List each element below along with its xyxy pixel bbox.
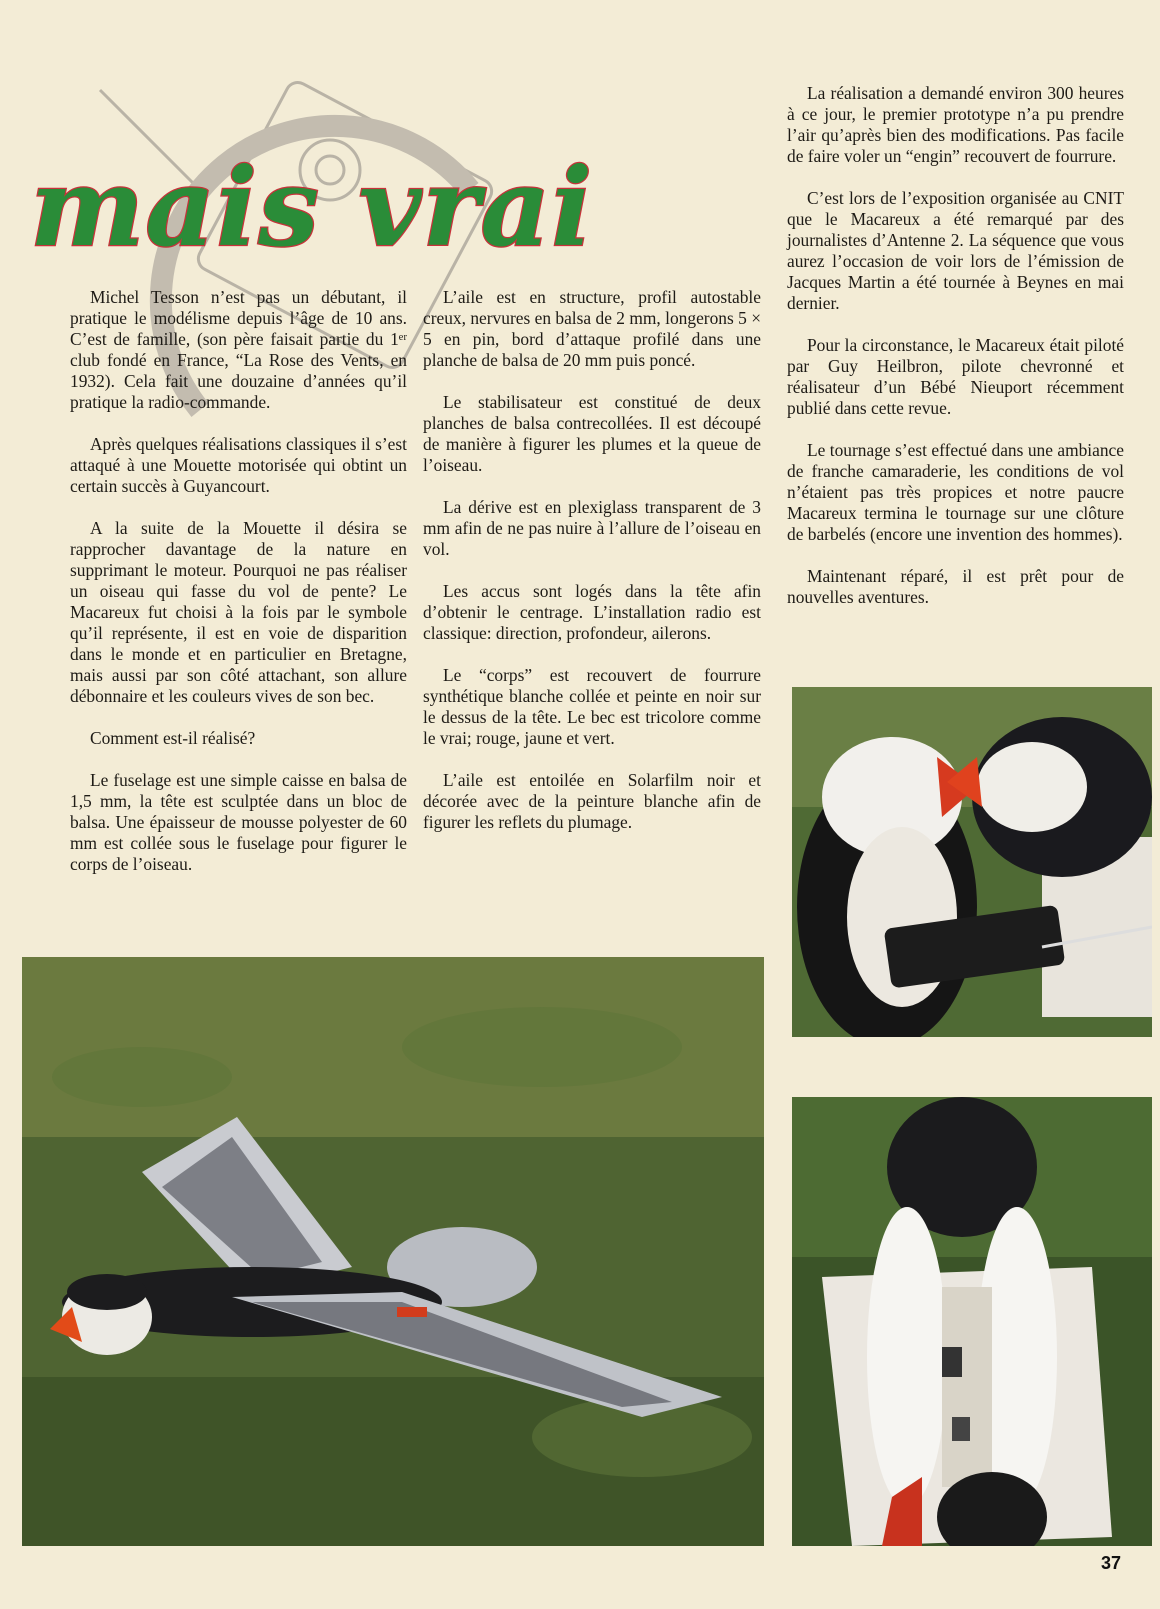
paragraph: Maintenant réparé, il est prêt pour de nouvelles aventures. bbox=[787, 566, 1124, 607]
paragraph: La réalisation a demandé environ 300 heures à ce jour, le premier prototype n’a pu prendre l’air qu’après bien des modifications. Pas facile de faire voler un “engin” recouvert de fourrure. bbox=[787, 83, 1124, 166]
text-column-3 bbox=[787, 83, 1124, 629]
text-column-2 bbox=[423, 287, 761, 854]
page-headline bbox=[22, 140, 622, 270]
paragraph: A la suite de la Mouette il désira se rapprocher davantage de la nature en supprimant le moteur. Pourquoi ne pas réaliser un oiseau qui fasse du vol de pente? Le Macareux fut choisi à la fois par le symbole qu’il représente, il est en voie de disparition dans le monde et en particulier en Bretagne, mais aussi par son côté attachant, son allure débonnaire et les couleurs vives de son bec. bbox=[70, 518, 407, 706]
paragraph: Michel Tesson n’est pas un débutant, il pratique le modélisme depuis l’âge de 10 ans. C’est de famille, (son père faisait partie du 1ᵉʳ club fondé en France, “La Rose des Vents, en 1932). Cela fait une douzaine d’années qu’il pratique la radio-commande. bbox=[70, 287, 407, 412]
photo-puffins-transmitter bbox=[792, 687, 1152, 1037]
photo-puffin-glider-on-grass bbox=[22, 957, 764, 1546]
paragraph: C’est lors de l’exposition organisée au CNIT que le Macareux a été remarqué par des journalistes d’Antenne 2. La séquence que vous aurez l’occasion de voir lors de l’émission de Jacques Martin a été tournée à Beynes en mai dernier. bbox=[787, 188, 1124, 313]
paragraph-question: Comment est-il réalisé? bbox=[90, 728, 256, 748]
paragraph: Le fuselage est une simple caisse en balsa de 1,5 mm, la tête est sculptée dans un bloc de balsa. Une épaisseur de mousse polyester de 60 mm est collée sous le fuselage pour figurer le corps de l’oiseau. bbox=[70, 770, 407, 874]
paragraph: Le “corps” est recouvert de fourrure synthétique blanche collée et peinte en noir sur le dessus de la tête. Le bec est tricolore comme le vrai; rouge, jaune et vert. bbox=[423, 665, 761, 748]
paragraph: L’aile est entoilée en Solarfilm noir et décorée avec de la peinture blanche afin de figurer les reflets du plumage. bbox=[423, 770, 761, 832]
page-number: 37 bbox=[1101, 1553, 1122, 1573]
photo-fuselage-interior bbox=[792, 1097, 1152, 1546]
text-column-1 bbox=[70, 287, 407, 896]
paragraph: L’aile est en structure, profil autostable creux, nervures en balsa de 2 mm, longerons 5 × 5 en pin, bord d’attaque profilé dans une planche de balsa de 20 mm puis poncé. bbox=[423, 287, 761, 370]
paragraph: Pour la circonstance, le Macareux était piloté par Guy Heilbron, pilote chevronné et réalisateur d’un Bébé Nieuport récemment publié dans cette revue. bbox=[787, 335, 1124, 418]
paragraph: Les accus sont logés dans la tête afin d’obtenir le centrage. L’installation radio est classique: direction, profondeur, ailerons. bbox=[423, 581, 761, 643]
headline-text: mais vrai bbox=[30, 145, 594, 271]
paragraph: Après quelques réalisations classiques il s’est attaqué à une Mouette motorisée qui obtint un certain succès à Guyancourt. bbox=[70, 434, 407, 496]
paragraph: Le stabilisateur est constitué de deux planches de balsa contrecollées. Il est découpé de manière à figurer les plumes et la queue de l’oiseau. bbox=[423, 392, 761, 475]
paragraph: La dérive est en plexiglass transparent de 3 mm afin de ne pas nuire à l’allure de l’oiseau en vol. bbox=[423, 497, 761, 559]
paragraph: Le tournage s’est effectué dans une ambiance de franche camaraderie, les conditions de vol n’étaient pas très propices et notre paucre Macareux termina le tournage sur une clôture de barbelés (encore une invention des hommes). bbox=[787, 440, 1124, 544]
